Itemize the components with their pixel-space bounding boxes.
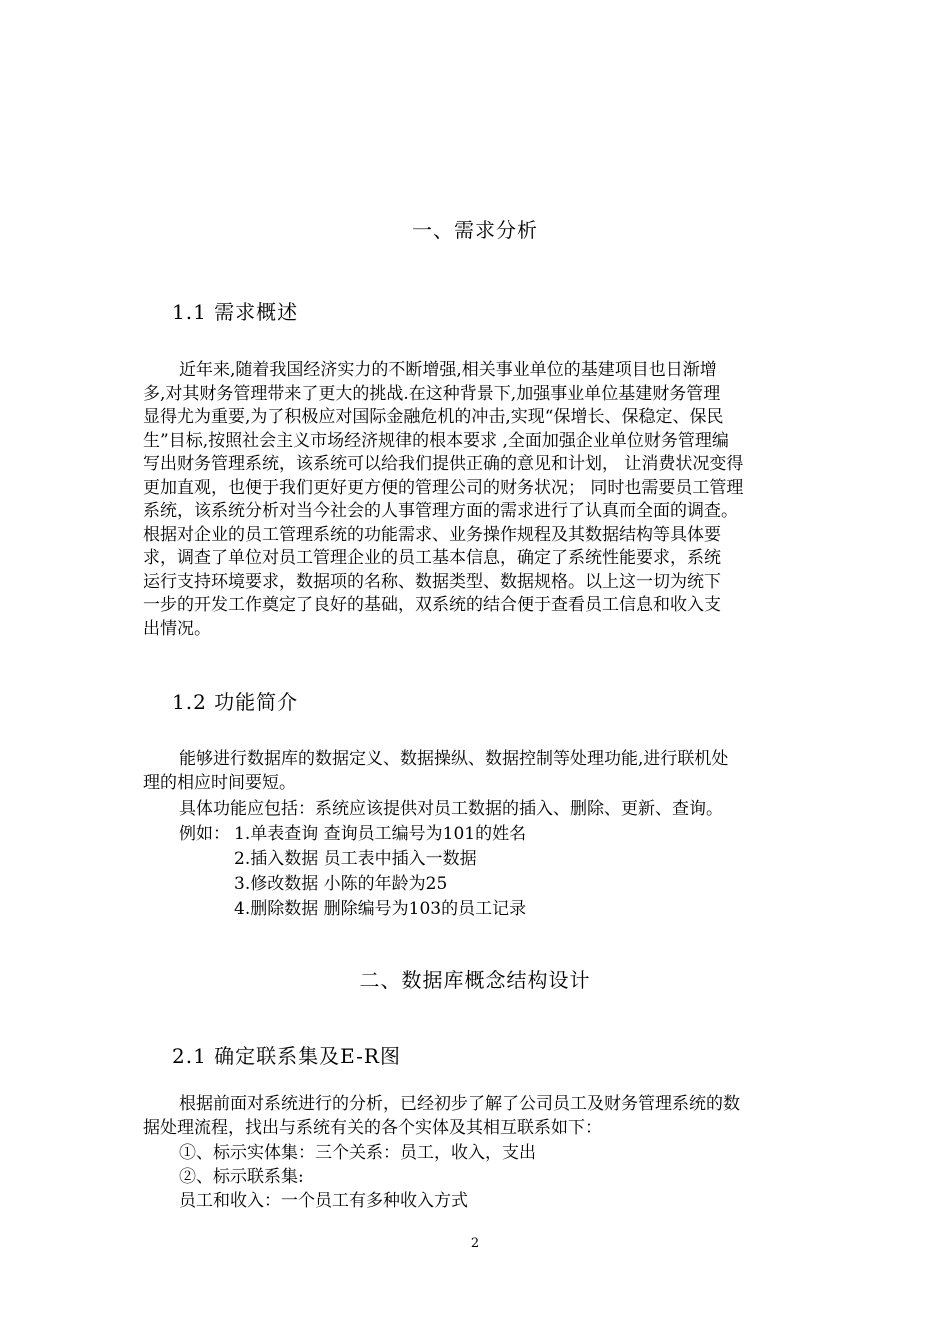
example-item: 3.修改数据 小陈的年龄为25 <box>234 874 448 894</box>
paragraph-line: 理的相应时间要短。 <box>143 772 296 793</box>
overview-paragraph <box>143 359 815 641</box>
list-item: ②、标示联系集: <box>179 1167 304 1187</box>
functions-line: 具体功能应包括：系统应该提供对员工数据的插入、删除、更新、查询。 <box>179 799 723 819</box>
page-number: 2 <box>470 1236 480 1251</box>
paragraph-line: 生”目标,按照社会主义市场经济规律的根本要求 ,全面加强企业单位财务管理编 <box>143 430 729 451</box>
example-item: 4.删除数据 删除编号为103的员工记录 <box>234 899 527 919</box>
paragraph-line: 出情况。 <box>143 618 211 639</box>
section1-2-heading: 1.2 功能简介 <box>172 690 299 714</box>
paragraph-line: 据处理流程，找出与系统有关的各个实体及其相互联系如下： <box>143 1117 602 1138</box>
paragraph-line: 运行支持环境要求，数据项的名称、数据类型、数据规格。以上这一切为统下 <box>143 571 721 592</box>
paragraph-line: 根据对企业的员工管理系统的功能需求、业务操作规程及其数据结构等具体要 <box>143 524 721 545</box>
list-item: 员工和收入：一个员工有多种收入方式 <box>179 1191 468 1211</box>
paragraph-line: 写出财务管理系统，该系统可以给我们提供正确的意见和计划， 让消费状况变得 <box>143 454 744 474</box>
paragraph-line: 求，调查了单位对员工管理企业的员工基本信息，确定了系统性能要求，系统 <box>143 548 721 568</box>
paragraph-line: 更加直观，也便于我们更好更方便的管理公司的财务状况； 同时也需要员工管理 <box>143 477 744 498</box>
section2-1-heading: 2.1 确定联系集及E-R图 <box>172 1044 401 1068</box>
paragraph-line: 根据前面对系统进行的分析，已经初步了解了公司员工及财务管理系统的数 <box>179 1094 740 1114</box>
example-item: 2.插入数据 员工表中插入一数据 <box>234 849 477 869</box>
paragraph-line: 显得尤为重要,为了积极应对国际金融危机的冲击,实现“保增长、保稳定、保民 <box>143 407 724 427</box>
paragraph-line: 系统，该系统分析对当今社会的人事管理方面的需求进行了认真而全面的调查。 <box>143 501 738 521</box>
paragraph-line: 一步的开发工作奠定了良好的基础，双系统的结合便于查看员工信息和收入支 <box>143 595 721 615</box>
paragraph-line: 多,对其财务管理带来了更大的挑战.在这种背景下,加强事业单位基建财务管理 <box>143 383 721 404</box>
examples-label: 例如： <box>179 824 230 844</box>
paragraph-line: 近年来,随着我国经济实力的不断增强,相关事业单位的基建项目也日渐增 <box>179 360 717 380</box>
er-intro-paragraph <box>143 1093 815 1140</box>
section2-title: 二、数据库概念结构设计 <box>359 968 591 992</box>
example-item: 1.单表查询 查询员工编号为101的姓名 <box>234 824 527 844</box>
paragraph-line: 能够进行数据库的数据定义、数据操纵、数据控制等处理功能,进行联机处 <box>179 749 729 769</box>
section1-1-heading: 1.1 需求概述 <box>172 300 299 324</box>
function-intro-paragraph <box>143 748 815 795</box>
section1-title: 一、需求分析 <box>412 218 538 242</box>
list-item: ①、标示实体集：三个关系：员工，收入，支出 <box>179 1143 536 1163</box>
